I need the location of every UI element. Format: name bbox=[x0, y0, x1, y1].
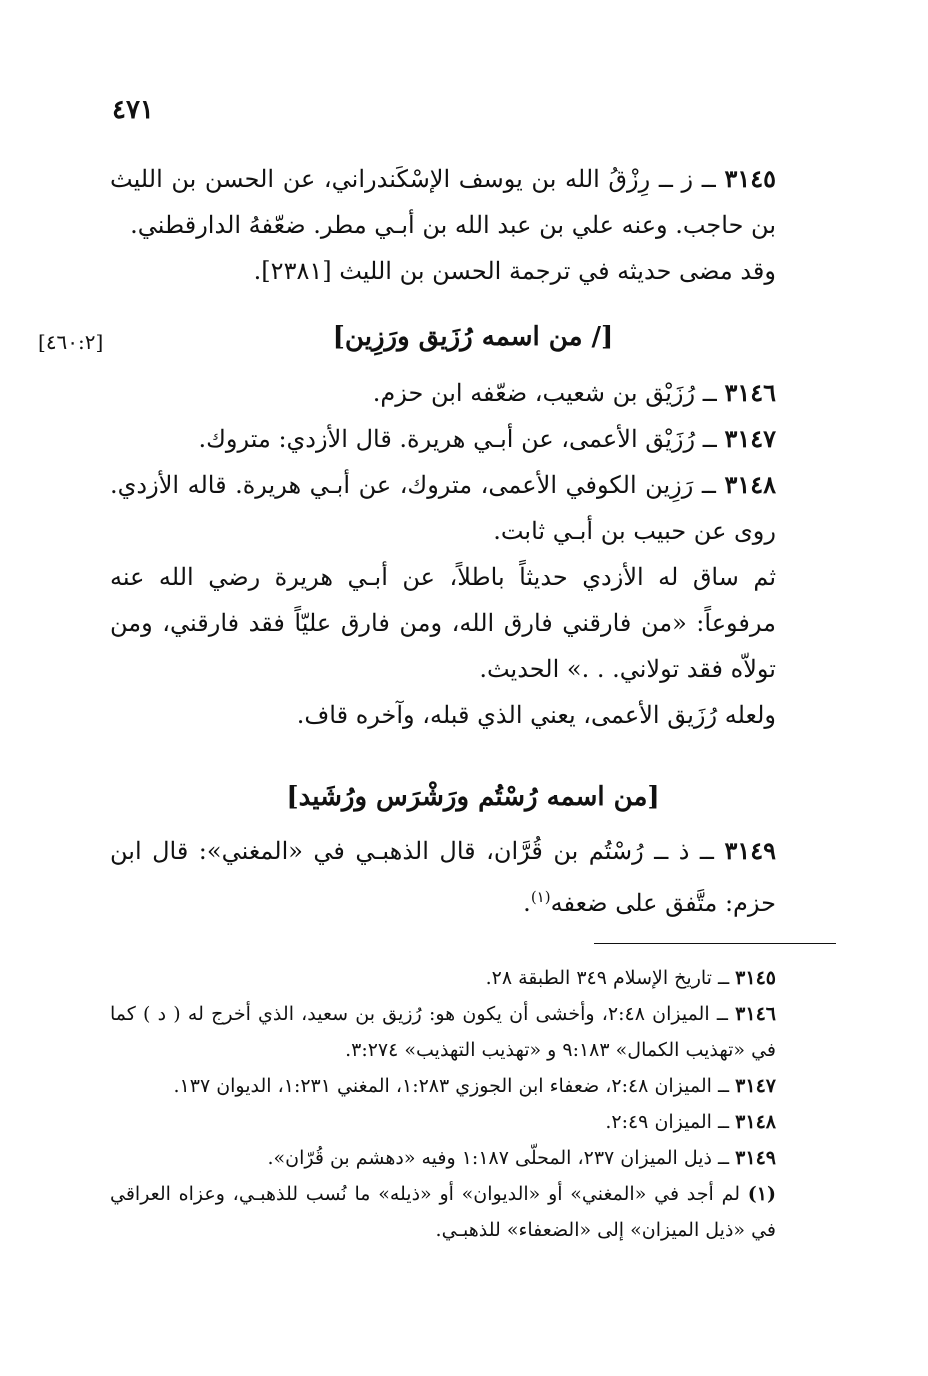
entry-text: ــ رُزَيْق الأعمى، عن أبـي هريرة. قال الأزدي: متروك. bbox=[198, 425, 725, 453]
footnote-number: (١) bbox=[747, 1183, 776, 1205]
margin-reference: [٤٦٠:٢] bbox=[38, 330, 104, 354]
entry-number: ٣١٤٦ bbox=[724, 378, 776, 407]
footnote-number: ٣١٤٨ bbox=[735, 1111, 776, 1133]
footnote-text: ــ تاريخ الإسلام ٣٤٩ الطبقة ٢٨. bbox=[485, 967, 736, 989]
footnotes bbox=[110, 960, 836, 1248]
page-number: ٤٧١ bbox=[112, 95, 154, 125]
section-heading-rustum: [من اسمه رُسْتُم ورَشْرَس ورُشَيد] bbox=[286, 782, 660, 812]
footnote-3145 bbox=[110, 960, 836, 996]
entry-3148 bbox=[110, 462, 836, 554]
entry-3149-paragraph bbox=[110, 828, 836, 926]
entry-3147 bbox=[110, 416, 836, 462]
entry-3148-hadith: ثم ساق له الأزدي حديثاً باطلاً، عن أبـي هريرة رضي الله عنه مرفوعاً: «من فارقني فارق الله، ومن فارق عليّاً فقد فارقني، ومن تولاّه فقد تولاني. . .» الحديث. bbox=[110, 563, 776, 683]
entry-3145 bbox=[110, 156, 836, 294]
entry-number: ٣١٤٧ bbox=[724, 424, 776, 453]
entry-text: ــ رَزِين الكوفي الأعمى، متروك، عن أبـي هريرة. قاله الأزدي. روى عن حبيب بن أبـي ثابت. bbox=[110, 471, 776, 545]
footnote-3147 bbox=[110, 1068, 836, 1104]
footnote-marker: (١) bbox=[530, 888, 551, 906]
entry-text: ــ ذ ــ رُسْتُم بن قُرَّان، قال الذهبـي في «المغني»: قال ابن حزم: متَّفق على ضعفه bbox=[110, 837, 776, 917]
entry-3145-paragraph bbox=[110, 156, 836, 248]
footnote-3146 bbox=[110, 996, 836, 1068]
entry-text: ــ رُزَيْق بن شعيب، ضعّفه ابن حزم. bbox=[372, 379, 725, 407]
footnote-number: ٣١٤٧ bbox=[735, 1075, 776, 1097]
footnote-1 bbox=[110, 1176, 836, 1248]
entry-3149 bbox=[110, 828, 836, 926]
footnote-text: ــ الميزان ٢:٤٨، ضعفاء ابن الجوزي ١:٢٨٣، المغني ١:٢٣١، الديوان ١٣٧. bbox=[173, 1075, 736, 1097]
footnote-text: ــ الميزان ٢:٤٩. bbox=[605, 1111, 736, 1133]
footnote-text: لم أجد في «المغني» أو «الديوان» أو «ذيله» ما نُسب للذهبـي، وعزاه العراقي في «ذيل الميزان» إلى «الضعفاء» للذهبـي. bbox=[110, 1183, 776, 1241]
entry-number: ٣١٤٨ bbox=[724, 470, 776, 499]
footnote-number: ٣١٤٩ bbox=[735, 1147, 776, 1169]
footnote-text: ــ الميزان ٢:٤٨، وأخشى أن يكون هو: رُزيق بن سعيد، الذي أخرج له ( د ) كما في «تهذيب الكمال» ٩:١٨٣ و «تهذيب التهذيب» ٣:٢٧٤. bbox=[110, 1003, 776, 1061]
entry-end: . bbox=[523, 889, 531, 917]
entry-3146 bbox=[110, 370, 836, 416]
footnote-3149 bbox=[110, 1140, 836, 1176]
footnote-number: ٣١٤٦ bbox=[735, 1003, 776, 1025]
footnote-text: ــ ذيل الميزان ٢٣٧، المحلّى ١:١٨٧ وفيه «دهشم بن قُرّان». bbox=[267, 1147, 736, 1169]
footnote-separator bbox=[594, 943, 836, 944]
entry-number: ٣١٤٥ bbox=[724, 164, 776, 193]
entry-3145-note: وقد مضى حديثه في ترجمة الحسن بن الليث [٢٣٨١]. bbox=[253, 257, 776, 285]
entry-text: ــ ز ــ رِزْقُ الله بن يوسف الإسْكَندراني، عن الحسن بن الليث بن حاجب. وعنه علي بن عبد الله بن أبـي مطر. ضعّفهُ الدارقطني. bbox=[110, 165, 776, 239]
entries-3146-3148 bbox=[110, 370, 836, 738]
footnote-3148 bbox=[110, 1104, 836, 1140]
entry-number: ٣١٤٩ bbox=[724, 836, 776, 865]
section-heading-ruzayq: [/ من اسمه رُزَيق ورَزِين] bbox=[332, 322, 614, 352]
footnote-number: ٣١٤٥ bbox=[735, 967, 776, 989]
entry-3148-remark: ولعله رُزَيق الأعمى، يعني الذي قبله، وآخره قاف. bbox=[296, 701, 776, 729]
